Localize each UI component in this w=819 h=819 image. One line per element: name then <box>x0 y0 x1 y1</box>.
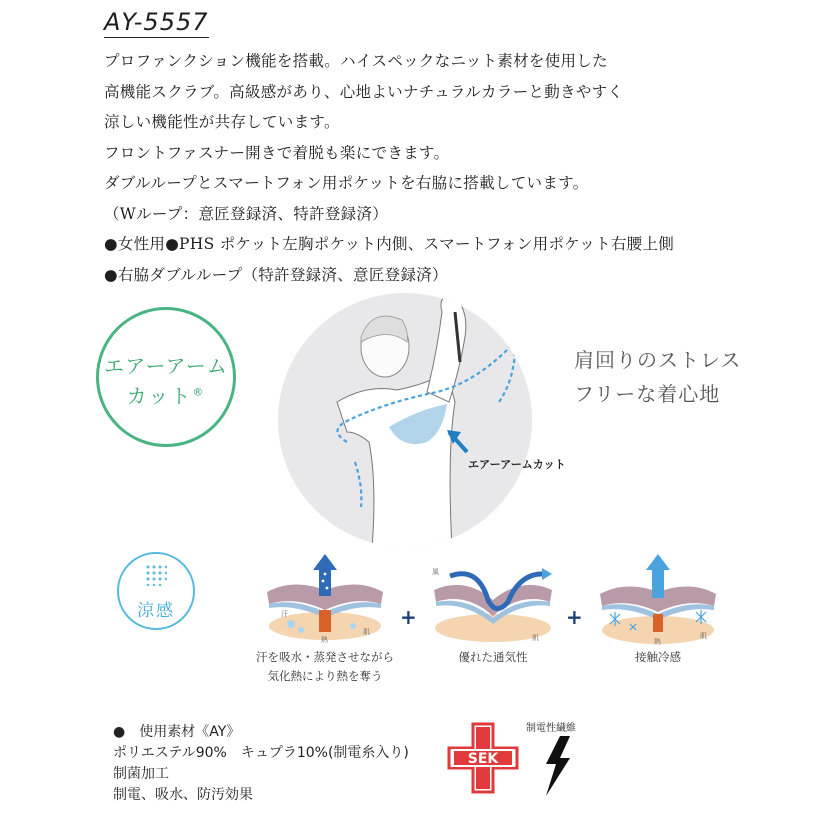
registered-mark: ® <box>192 385 206 399</box>
description-line: （Wループ：意匠登録済、特許登録済） <box>104 204 389 223</box>
badge-line2: カット® <box>126 384 206 408</box>
description-line: 涼しい機能性が共存しています。 <box>104 113 340 131</box>
contact-cooling-diagram <box>596 552 720 646</box>
sek-caption: 制電性繊維 <box>526 723 576 734</box>
dots-icon <box>145 564 167 586</box>
badge-line1: エアーアーム <box>104 354 228 378</box>
slogan <box>574 343 741 411</box>
materials-line: ポリエステル90% キュプラ10%(制電糸入り) <box>113 745 409 761</box>
materials-line: 制電、吸水、防汚効果 <box>113 787 253 803</box>
sek-logo <box>447 722 519 794</box>
tiny-label: 熱 <box>321 636 328 644</box>
tiny-label: 熱 <box>654 638 661 646</box>
description-line: プロファンクション機能を搭載。ハイスペックなニット素材を使用した <box>104 52 608 70</box>
feature-caption: 汗を吸水・蒸発させながら 気化熱により熱を奪う <box>256 650 394 683</box>
cool-feeling-badge <box>117 552 195 630</box>
lightning-bolt-icon <box>540 734 576 798</box>
breathability-diagram <box>430 560 556 644</box>
materials-heading: ● 使用素材《AY》 <box>113 724 241 740</box>
plus-sign: + <box>400 605 417 629</box>
sek-text: SEK <box>467 751 499 767</box>
tiny-label: 肌 <box>363 628 370 636</box>
sweat-absorb-diagram <box>263 548 387 644</box>
description-line: ●右脇ダブルループ（特許登録済、意匠登録済） <box>104 265 448 284</box>
materials-line: 制菌加工 <box>113 766 169 782</box>
product-code: AY-5557 <box>104 8 209 36</box>
product-description <box>104 46 674 290</box>
cool-badge-text: 涼感 <box>137 601 175 621</box>
description-line: 高機能スクラブ。高級感があり、心地よいナチュラルカラーと動きやすく <box>104 82 624 101</box>
description-line: フロントファスナー開きで着脱も楽にできます。 <box>104 143 450 162</box>
feature-caption: 接触冷感 <box>635 650 681 664</box>
slogan-line: 肩回りのストレス <box>574 348 742 372</box>
feature-caption: 優れた通気性 <box>458 650 528 664</box>
tiny-label: 汗 <box>281 610 288 618</box>
air-arm-cut-badge <box>96 307 236 447</box>
slogan-line: フリーな着心地 <box>574 382 721 406</box>
arm-movement-illustration <box>277 292 533 548</box>
materials-section <box>113 722 409 806</box>
tiny-label: 風 <box>432 568 439 576</box>
description-line: ●女性用●PHS ポケット左胸ポケット内側、スマートフォン用ポケット右腰上側 <box>104 235 675 253</box>
tiny-label: 肌 <box>532 634 539 642</box>
description-line: ダブルループとスマートフォン用ポケットを右脇に搭載しています。 <box>104 174 589 192</box>
air-arm-cut-label: エアーアームカット <box>468 458 566 471</box>
plus-sign: + <box>566 605 583 629</box>
tiny-label: 肌 <box>700 632 707 640</box>
